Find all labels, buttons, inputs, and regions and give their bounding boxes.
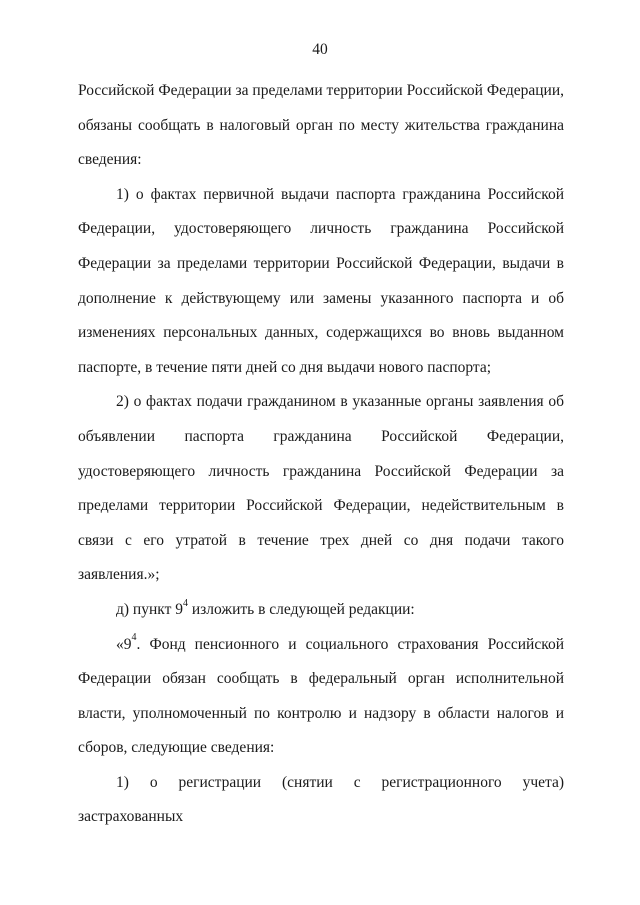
paragraph-continuation: Российской Федерации за пределами территории Российской Федерации, обязаны сообщать в налоговый орган по месту жительства гражданина сведения:: [78, 82, 564, 169]
paragraph-amend-clause: [78, 593, 564, 628]
paragraph-item-2-passport-loss: 2) о фактах подачи гражданином в указанные органы заявления об объявлении паспорта гражданина Российской Федерации, удостоверяющего личность гражданина Российской Федерации за пределами территории Российской Федерации, недействительным в связи с его утратой в течение трех дней со дня подачи такого заявления.»;: [78, 393, 564, 584]
page-number: 40: [312, 41, 328, 58]
paragraph-clause-9-4-suffix: . Фонд пенсионного и социального страхования Российской Федерации обязан сообщать в федеральный орган исполнительной власти, уполномоченный по контролю и надзору в области налогов и сборов, следующие сведения:: [78, 635, 564, 757]
document-body: [78, 74, 564, 835]
paragraph-amend-clause-suffix: изложить в следующей редакции:: [188, 600, 415, 618]
paragraph-item-1-passport-issuance: 1) о фактах первичной выдачи паспорта гражданина Российской Федерации, удостоверяющего личность гражданина Российской Федерации за пределами территории Российской Федерации, выдачи в дополнение к действующему или замены указанного паспорта и об изменениях персональных данных, содержащихся во вновь выданном паспорте, в течение пяти дней со дня выдачи нового паспорта;: [78, 185, 564, 376]
paragraph-amend-clause-prefix: д) пункт 9: [116, 600, 183, 618]
paragraph-clause-9-4-prefix: «9: [116, 635, 132, 653]
superscript-index: 4: [131, 632, 137, 644]
superscript-index: 4: [183, 597, 188, 609]
paragraph-item-1-registration: 1) о регистрации (снятии с регистрационного учета) застрахованных: [78, 773, 564, 826]
paragraph-clause-9-4: [78, 628, 564, 766]
